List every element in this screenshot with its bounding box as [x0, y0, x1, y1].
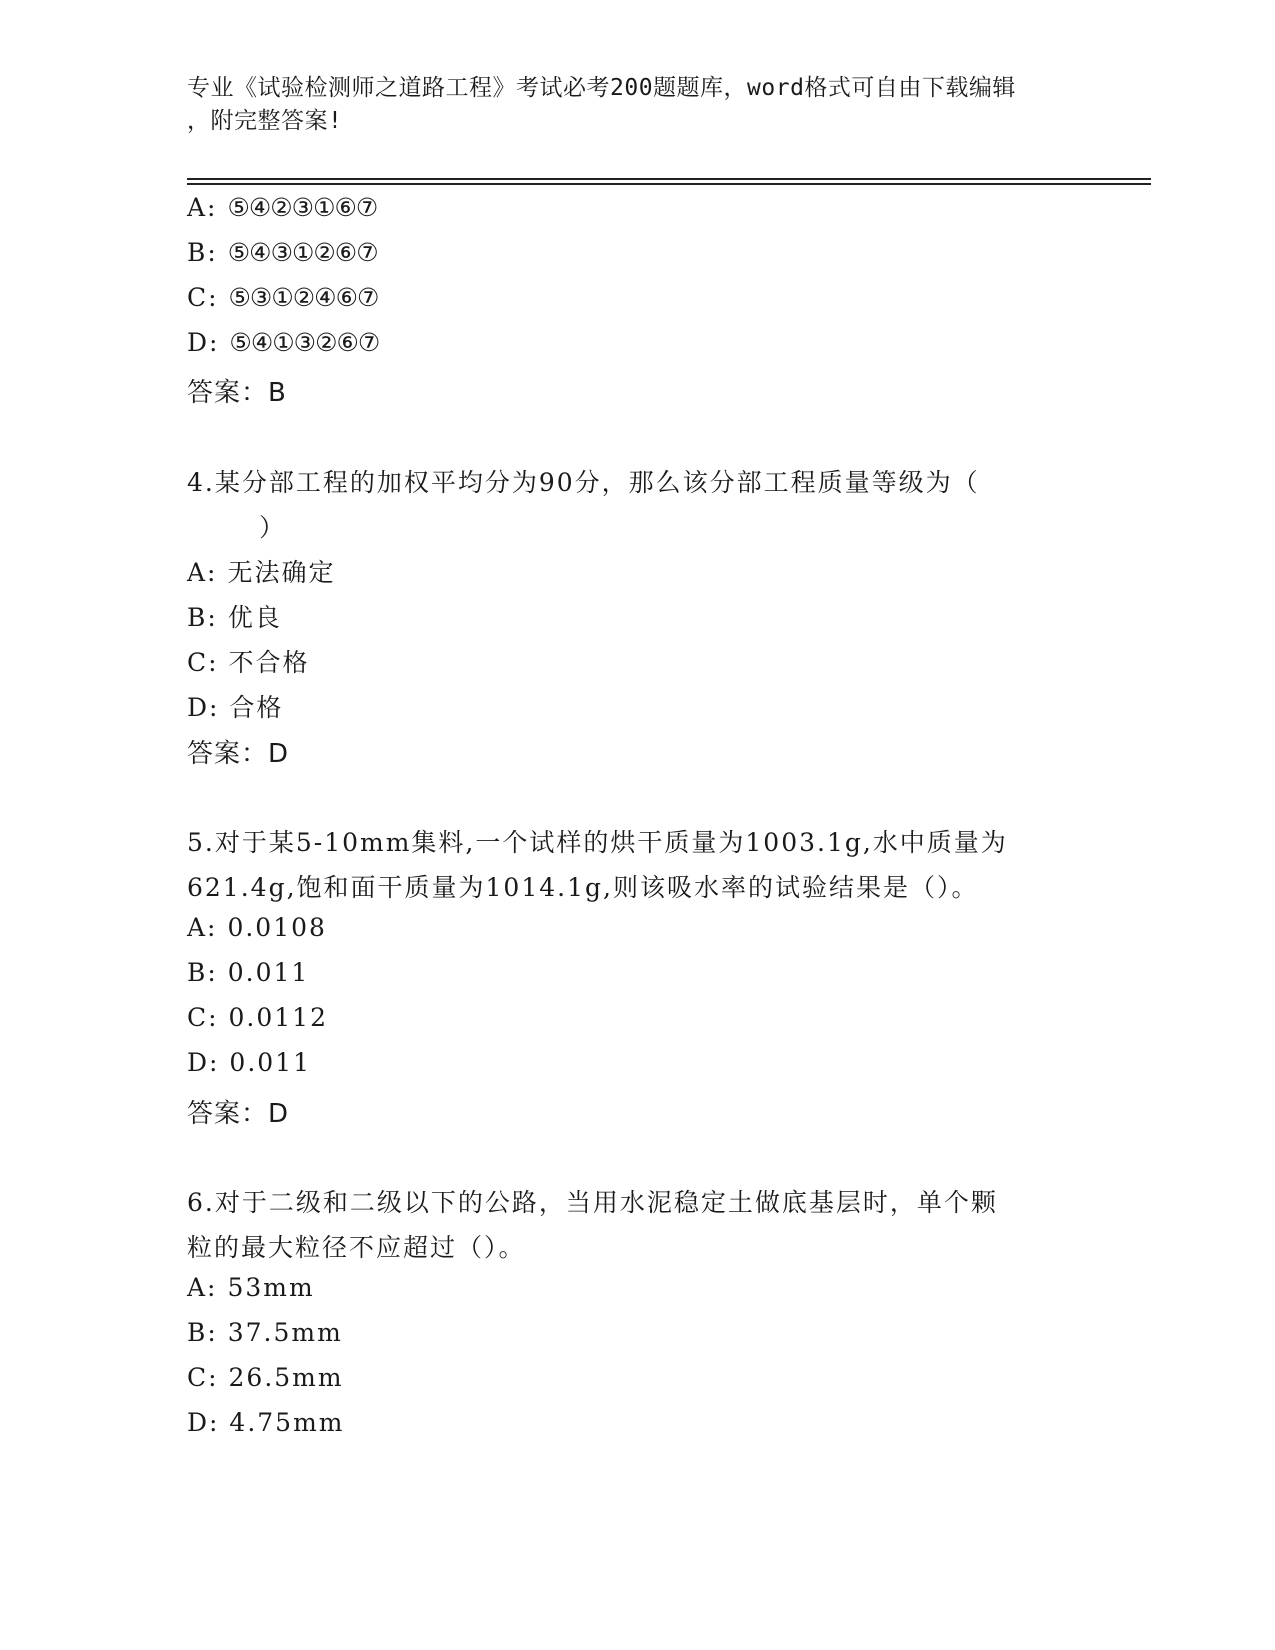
option-b: B: ⑤④③①②⑥⑦ — [187, 238, 378, 267]
header-divider-top — [187, 178, 1151, 180]
option-b: B: 0.011 — [187, 958, 310, 987]
option-c: C: 不合格 — [187, 648, 310, 677]
question-text-line-2: 621.4g,饱和面干质量为1014.1g,则该吸水率的试验结果是（）。 — [187, 873, 979, 902]
answer: 答案：D — [187, 739, 290, 769]
question-text-line-1: 6.对于二级和二级以下的公路，当用水泥稳定土做底基层时，单个颗 — [187, 1188, 998, 1217]
option-b: B: 优良 — [187, 603, 282, 632]
option-d: D: 合格 — [187, 693, 284, 722]
option-a: A: 0.0108 — [187, 913, 327, 942]
option-d: D: 0.011 — [187, 1048, 311, 1077]
question-text-line-2: 粒的最大粒径不应超过（）。 — [187, 1233, 526, 1262]
answer: 答案：B — [187, 378, 287, 408]
question-text-line-2: ） — [259, 513, 287, 542]
option-c: C: ⑤③①②④⑥⑦ — [187, 283, 379, 312]
question-text-line-1: 4.某分部工程的加权平均分为90分，那么该分部工程质量等级为（ — [187, 468, 980, 497]
option-d: D: 4.75mm — [187, 1408, 345, 1437]
option-a: A: 53mm — [187, 1273, 315, 1302]
question-text-line-1: 5.对于某5-10mm集料,一个试样的烘干质量为1003.1g,水中质量为 — [187, 828, 1008, 857]
header-line-1: 专业《试验检测师之道路工程》考试必考200题题库，word格式可自由下载编辑 — [187, 75, 1016, 101]
option-a: A: ⑤④②③①⑥⑦ — [187, 193, 378, 222]
option-a: A: 无法确定 — [187, 558, 336, 587]
answer: 答案：D — [187, 1099, 290, 1129]
header-divider-bottom — [187, 183, 1151, 185]
option-b: B: 37.5mm — [187, 1318, 343, 1347]
option-d: D: ⑤④①③②⑥⑦ — [187, 328, 380, 357]
header-line-2: ，附完整答案! — [187, 108, 343, 134]
option-c: C: 0.0112 — [187, 1003, 328, 1032]
document-header — [187, 72, 1067, 138]
option-c: C: 26.5mm — [187, 1363, 344, 1392]
